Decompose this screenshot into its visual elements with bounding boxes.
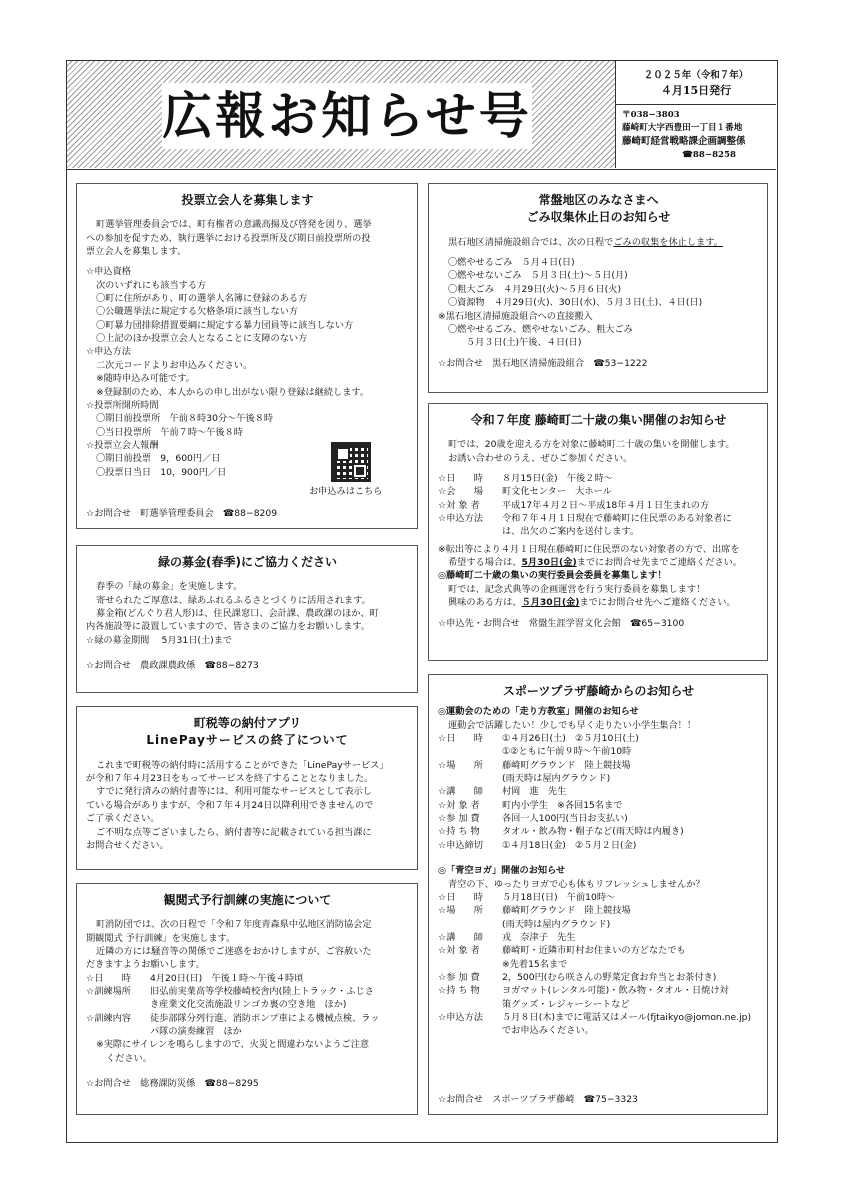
yoga-detail-label <box>438 998 502 1011</box>
yoga-detail-value: 戎 奈津子 先生 <box>502 931 576 943</box>
youth-date-row <box>438 472 759 485</box>
run-detail-row <box>438 825 759 838</box>
youth-apply-label: ☆申込方法 <box>438 513 483 525</box>
vote-intro-3: 票立会人を募集します。 <box>86 246 187 258</box>
youth-date-label: ☆日 時 <box>438 473 483 485</box>
run-detail-value: ①４月26日(土) ②５月10日(土) <box>502 733 639 745</box>
fire-body-3: 近隣の方には騒音等の関係でご迷惑をおかけしますが、ご容赦いた <box>96 946 372 958</box>
yoga-detail-label: ☆講 師 <box>438 931 483 943</box>
vote-req-item: 〇町暴力団排除措置要綱に規定する暴力団員等に該当しない方 <box>96 319 354 331</box>
linepay-body-5: ご了承ください。 <box>86 813 160 825</box>
green-body-2: 寄せられたご厚意は、緑あふれるふるさとづくりに活用されます。 <box>96 594 371 606</box>
vote-req-lead: 次のいずれにも該当する方 <box>96 279 207 291</box>
yoga-detail-row <box>438 918 759 931</box>
run-lead: 運動会で活躍したい！少しでも早く走りたい小学生集合！！ <box>448 719 697 731</box>
yoga-head: ◎「青空ヨガ」開催のお知らせ <box>438 865 566 877</box>
yoga-detail-value: (雨天時は屋内グラウンド) <box>502 918 611 930</box>
run-detail-value: タオル・飲み物・帽子など(雨天時は内履き) <box>502 826 684 838</box>
youth-note-2c: までにお問合せ先までご連絡ください。 <box>576 557 743 569</box>
yoga-detail-row <box>438 998 759 1011</box>
fire-place-value: 旧弘前実業高等学校藤崎校舎内(陸上トラック・ふじさ <box>150 986 374 998</box>
run-detail-label <box>438 745 502 758</box>
garbage-item: 〇粗大ごみ ４月29日(火)〜５月６日(火) <box>448 283 622 295</box>
garbage-notice <box>428 183 768 393</box>
yoga-detail-value: ５月18日(日) 午前10時〜 <box>502 891 616 903</box>
run-detail-value: ①②ともに午前９時〜午前10時 <box>502 746 632 758</box>
youth-committee-deadline: ５月30日(金) <box>521 597 580 609</box>
fire-note-1: ※実際にサイレンを鳴らしますので、火災と間違わないようご注意 <box>96 1039 370 1051</box>
sports-contact: ☆お問合せ スポーツプラザ藤崎 ☎75−3323 <box>438 1093 638 1105</box>
youth-intro-2: お誘い合わせのうえ、ぜひご参加ください。 <box>448 452 633 464</box>
fire-place-label: ☆訓練場所 <box>86 986 131 998</box>
linepay-body-6: ご不明な点等ございましたら、納付書等に記載されている担当課に <box>96 826 372 838</box>
youth-committee-2 <box>438 596 759 609</box>
fire-contact: ☆お問合せ 総務課防災係 ☎88−8295 <box>86 1078 259 1090</box>
fire-date-label: ☆日 時 <box>86 972 131 984</box>
run-detail-label: ☆参 加 費 <box>438 813 480 825</box>
yoga-detail-label <box>438 958 502 971</box>
vote-req-item: 〇公職選挙法に規定する欠格条項に該当しない方 <box>96 306 299 318</box>
youth-note-2 <box>438 556 759 569</box>
yoga-detail-row <box>438 944 759 957</box>
issue-date <box>616 61 776 105</box>
vote-fee-item: 〇期日前投票 9，600円／日 <box>96 453 221 465</box>
publisher-address <box>616 105 776 162</box>
garbage-title-1: 常盤地区のみなさまへ <box>538 193 659 207</box>
yoga-detail-value: 藤崎町グラウンド 陸上競技場 <box>502 905 631 917</box>
yoga-detail-label: ☆参 加 費 <box>438 971 480 983</box>
green-fund-notice <box>76 545 418 693</box>
youth-committee-2c: までにお問合せ先へご連絡ください。 <box>579 597 736 609</box>
masthead-info <box>615 61 776 168</box>
vote-hours-item: 〇当日投票所 午前７時〜午後８時 <box>96 426 243 438</box>
run-detail-label: ☆講 師 <box>438 786 483 798</box>
youth-note-1: ※転出等により４月１日現在藤崎町に住民票のない対象者の方で、出席を <box>438 543 740 555</box>
linepay-body-3: すでに発行済みの納付書等には、利用可能なサービスとして表示し <box>96 786 372 798</box>
youth-title: 令和７年度 藤崎町二十歳の集い開催のお知らせ <box>470 413 727 427</box>
garbage-intro-a: 黒石地区清掃施設組合では、次の日程で <box>448 236 614 248</box>
linepay-body-4: ている場合がありますが、令和７年４月24日以降利用できませんので <box>86 799 374 811</box>
vote-req-item: 〇町に住所があり、町の選挙人名簿に登録のある方 <box>96 293 308 305</box>
fire-date-row <box>86 972 409 985</box>
yoga-detail-row <box>438 1024 759 1037</box>
run-detail-value: 藤崎町グラウンド 陸上競技場 <box>502 759 631 771</box>
garbage-direct-item: 〇燃やせるごみ、燃やせないごみ、粗大ごみ <box>448 323 633 335</box>
fire-body-4: だきますようお願いします。 <box>86 959 205 971</box>
linepay-body-2: が令和７年４月23日をもってサービスを終了することとなりました。 <box>86 773 374 785</box>
vote-method-item: ※随時申込み可能です。 <box>96 373 195 385</box>
youth-committee-1: 町では、記念式典等の企画運営を行う実行委員を募集します！ <box>448 583 706 595</box>
garbage-item: 〇燃やせないごみ ５月３日(土)〜５日(月) <box>448 270 628 282</box>
yoga-lead: 青空の下、ゆったりヨガで心も体もリフレッシュしませんか？ <box>448 878 705 890</box>
linepay-body-7: お問合せください。 <box>86 839 169 851</box>
vote-notice <box>76 183 418 529</box>
yoga-detail-label: ☆申込方法 <box>438 1011 483 1023</box>
run-detail-value: 町内小学生 ※各回15名まで <box>502 799 623 811</box>
run-detail-row <box>438 745 759 758</box>
run-detail-label: ☆持 ち 物 <box>438 826 480 838</box>
fire-date-value: 4月20日(日) 午後１時〜午後４時頃 <box>150 972 304 984</box>
run-detail-label: ☆日 時 <box>438 733 483 745</box>
vote-hours-head: ☆投票所開所時間 <box>86 399 159 411</box>
fire-note-2: ください。 <box>106 1052 152 1064</box>
run-detail-row <box>438 839 759 852</box>
green-title: 緑の募金(春季)にご協力ください <box>158 555 337 569</box>
run-detail-row <box>438 785 759 798</box>
yoga-detail-value: ヨガマット(レンタル可能)・飲み物・タオル・日焼け対 <box>502 985 729 997</box>
qr-code-icon[interactable] <box>331 442 371 482</box>
fire-place-value-2: き産業文化交流施設リンゴカ裏の空き地 ほか) <box>150 999 347 1011</box>
yoga-detail-row <box>438 971 759 984</box>
yoga-detail-row <box>438 984 759 997</box>
youth-committee-2a: 興味のある方は、 <box>448 597 522 609</box>
youth-ceremony-notice <box>428 403 768 661</box>
yoga-detail-row <box>438 1011 759 1024</box>
yoga-detail-label: ☆持 ち 物 <box>438 985 480 997</box>
garbage-item: 〇資源物 ４月29日(火)、30日(水)、５月３日(土)、４日(日) <box>448 297 703 309</box>
fire-content-row <box>86 1012 409 1025</box>
page-frame <box>66 60 778 1143</box>
vote-contact: ☆お問合せ 町選挙管理委員会 ☎88−8209 <box>86 507 278 519</box>
vote-fee-item: 〇投票日当日 10，900円／日 <box>96 466 227 478</box>
vote-intro-2: への参加を促すため、執行選挙における投票所及び期日前投票所の投 <box>86 232 371 244</box>
run-detail-row <box>438 772 759 785</box>
yoga-detail-label: ☆対 象 者 <box>438 945 480 957</box>
linepay-notice <box>76 706 418 870</box>
garbage-item: 〇燃やせるごみ ５月４日(日) <box>448 257 575 269</box>
youth-intro-1: 町では、20歳を迎える方を対象に藤崎町二十歳の集いを開催します。 <box>448 439 735 451</box>
youth-venue-value: 町文化センター 大ホール <box>502 486 612 498</box>
vote-req-item: 〇上記のほか投票立会人となることに支障のない方 <box>96 333 308 345</box>
fire-place-row <box>86 985 409 998</box>
fire-title: 観閲式予行訓練の実施について <box>163 893 332 907</box>
vote-fee-head: ☆投票立会人報酬 <box>86 439 159 451</box>
youth-apply-row <box>438 512 759 525</box>
run-detail-row <box>438 759 759 772</box>
vote-method-item: ※登録制のため、本人からの申し出がない限り登録は継続します。 <box>96 386 370 398</box>
linepay-title-1: 町税等の納付アプリ <box>193 716 302 730</box>
vote-req-head: ☆申込資格 <box>86 266 131 278</box>
yoga-detail-value: でお申込みください。 <box>502 1025 594 1037</box>
run-detail-row <box>438 799 759 812</box>
issue-year: ２０２５年（令和７年） <box>643 70 749 81</box>
yoga-detail-value: 策グッズ・レジャーシートなど <box>502 998 630 1010</box>
yoga-detail-label: ☆日 時 <box>438 891 483 903</box>
green-body-3: 募金箱(どんぐり君人形)は、住民課窓口、会計課、農政課のほか、町 <box>96 608 379 620</box>
run-detail-value: (雨天時は屋内グラウンド) <box>502 773 611 785</box>
run-head: ◎運動会のための「走り方教室」開催のお知らせ <box>438 706 639 718</box>
sports-title: スポーツプラザ藤崎からのお知らせ <box>502 684 695 698</box>
run-detail-label: ☆対 象 者 <box>438 799 480 811</box>
title-box <box>162 83 532 149</box>
street-address: 藤崎町大字西豊田一丁目１番地 <box>622 122 743 133</box>
fire-content-value: 徒歩部隊分列行進、消防ポンプ車による機械点検、ラッ <box>150 1012 380 1024</box>
run-detail-value: ①４月18日(金) ②５月２日(金) <box>502 839 637 851</box>
run-detail-label <box>438 772 502 785</box>
youth-contact: ☆申込先・お問合せ 常盤生涯学習文化会館 ☎65−3100 <box>438 617 685 629</box>
fire-content-value-2: パ隊の演奏練習 ほか <box>150 1026 242 1038</box>
yoga-details <box>438 891 759 1038</box>
fire-body-2: 期観閲式 予行訓練」を実施します。 <box>86 932 236 944</box>
run-detail-value: 各回一人100円(当日お支払い) <box>502 813 628 825</box>
garbage-intro-b: ごみの収集を休止します。 <box>613 236 723 248</box>
vote-intro-1: 町選挙管理委員会では、町有権者の意識高揚及び啓発を図り、選挙 <box>96 219 372 231</box>
run-detail-row <box>438 732 759 745</box>
garbage-direct-head: ※黒石地区清掃施設組合への直接搬入 <box>438 310 593 322</box>
masthead <box>67 61 776 170</box>
yoga-detail-value: 藤崎町・近隣市町村お住まいの方どなたでも <box>502 945 686 957</box>
fire-drill-notice <box>76 883 418 1115</box>
green-body-1: 春季の「緑の募金」を実施します。 <box>96 581 243 593</box>
page-title: 広報お知らせ号 <box>162 86 532 145</box>
youth-note-2a: 希望する場合は、 <box>448 557 522 569</box>
vote-hours-item: 〇期日前投票所 午前８時30分〜午後８時 <box>96 413 274 425</box>
vote-method-item: 二次元コードよりお申込みください。 <box>96 359 253 371</box>
vote-title: 投票立会人を募集します <box>181 193 314 207</box>
youth-target-label: ☆対 象 者 <box>438 499 480 511</box>
run-detail-value: 村岡 進 先生 <box>502 786 567 798</box>
yoga-detail-row <box>438 958 759 971</box>
qr-caption: お申込みはこちら <box>309 486 383 497</box>
youth-venue-row <box>438 485 759 498</box>
youth-apply-value: 令和７年４月１日現在で藤崎町に住民票のある対象者に <box>502 513 732 525</box>
yoga-detail-value: ※先着15名まで <box>502 958 568 970</box>
youth-target-row <box>438 499 759 512</box>
publisher-tel: ☎88−8258 <box>682 150 736 161</box>
youth-note-deadline: 5月30日(金) <box>521 557 577 569</box>
garbage-intro <box>438 236 759 249</box>
youth-venue-label: ☆会 場 <box>438 486 483 498</box>
vote-method-head: ☆申込方法 <box>86 346 131 358</box>
linepay-body-1: これまで町税等の納付時に活用することができた「LinePayサービス」 <box>96 759 389 771</box>
yoga-detail-label <box>438 918 502 931</box>
run-detail-row <box>438 812 759 825</box>
publisher-department: 藤崎町経営戦略課企画調整係 <box>622 135 746 147</box>
yoga-detail-label: ☆場 所 <box>438 905 483 917</box>
issue-day: ４月15日発行 <box>660 83 732 97</box>
yoga-detail-row <box>438 931 759 944</box>
yoga-detail-value: 2，500円(むら咲さんの野菜定食お弁当とお茶付き) <box>502 971 717 983</box>
yoga-detail-label <box>438 1024 502 1037</box>
garbage-title-2: ごみ収集休止日のお知らせ <box>526 210 671 225</box>
youth-target-value: 平成17年４月２日〜平成18年４月１日生まれの方 <box>502 499 710 511</box>
run-details <box>438 732 759 852</box>
fire-content-label: ☆訓練内容 <box>86 1012 131 1024</box>
garbage-direct-item: ５月３日(土)午後、４日(日) <box>466 337 582 349</box>
youth-date-value: ８月15日(金) 午後２時〜 <box>502 473 613 485</box>
yoga-detail-row <box>438 891 759 904</box>
garbage-contact: ☆お問合せ 黒石地区清掃施設組合 ☎53−1222 <box>438 357 648 369</box>
postal-code: 〒038−3803 <box>622 110 680 120</box>
yoga-detail-row <box>438 904 759 917</box>
fire-body-1: 町消防団では、次の日程で「令和７年度青森県中弘地区消防協会定 <box>96 919 372 931</box>
yoga-detail-value: ５月８日(木)までに電話又はメール(fjtaikyo@jomon.ne.jp) <box>502 1011 752 1023</box>
run-detail-label: ☆申込締切 <box>438 839 483 851</box>
youth-committee-head: ◎藤崎町二十歳の集いの実行委員会委員を募集します！ <box>438 570 667 582</box>
linepay-title-2: LinePayサービスの終了について <box>146 733 349 748</box>
youth-apply-value-2: は、出欠のご案内を送付します。 <box>502 526 640 538</box>
green-period: ☆緑の募金期間 5月31日(土)まで <box>86 634 233 646</box>
green-contact: ☆お問合せ 農政課農政係 ☎88−8273 <box>86 660 259 672</box>
green-body-4: 内各施設等に設置していますので、皆さまのご協力をお願いします。 <box>86 621 370 633</box>
run-detail-label: ☆場 所 <box>438 759 483 771</box>
sports-plaza-notice <box>428 674 768 1115</box>
